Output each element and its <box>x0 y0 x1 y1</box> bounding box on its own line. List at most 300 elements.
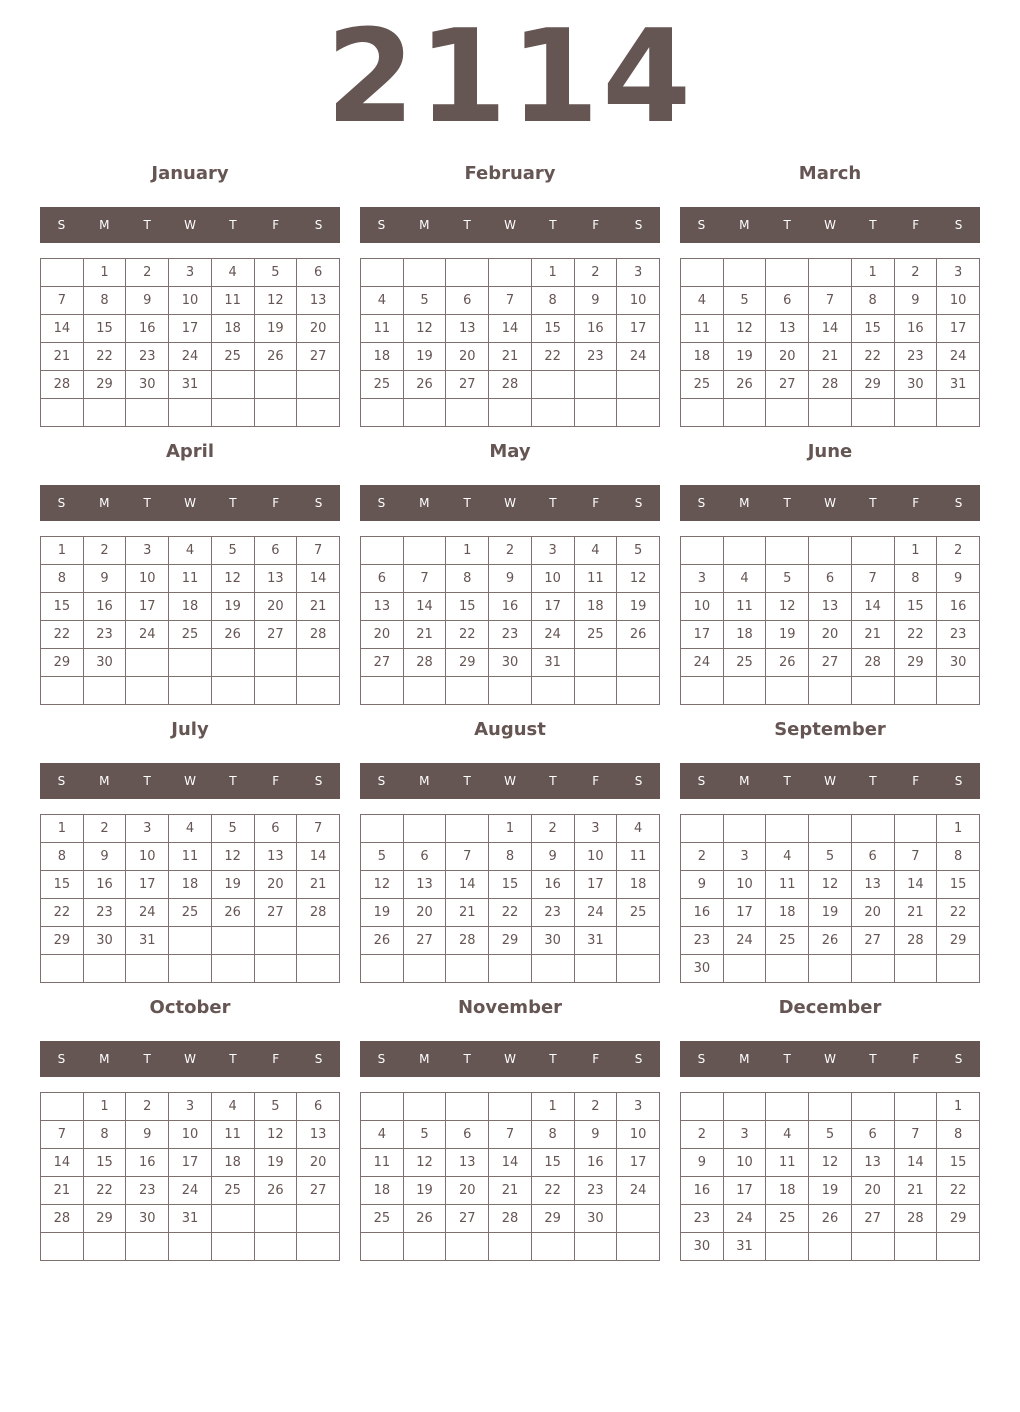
day-cell: 11 <box>723 593 766 621</box>
empty-cell <box>41 399 84 427</box>
day-cell: 27 <box>809 649 852 677</box>
day-cell: 25 <box>361 1205 404 1233</box>
weekday-label: T <box>783 774 791 788</box>
weekday-label: F <box>592 1052 600 1066</box>
day-cell: 25 <box>617 899 660 927</box>
day-cell: 26 <box>766 649 809 677</box>
day-cell: 12 <box>766 593 809 621</box>
empty-cell <box>403 259 446 287</box>
day-cell: 16 <box>894 315 937 343</box>
day-cell: 24 <box>169 1177 212 1205</box>
day-cell: 21 <box>851 621 894 649</box>
day-cell: 12 <box>809 871 852 899</box>
empty-cell <box>531 1233 574 1261</box>
day-cell: 16 <box>83 871 126 899</box>
day-cell: 7 <box>403 565 446 593</box>
empty-cell <box>446 1233 489 1261</box>
empty-cell <box>851 955 894 983</box>
week-row <box>681 565 980 593</box>
day-cell: 2 <box>83 815 126 843</box>
day-cell: 4 <box>681 287 724 315</box>
day-cell: 13 <box>297 287 340 315</box>
day-cell: 29 <box>83 371 126 399</box>
empty-cell <box>169 955 212 983</box>
day-cell: 20 <box>361 621 404 649</box>
week-row <box>361 843 660 871</box>
empty-cell <box>894 815 937 843</box>
weekday-label: M <box>99 496 110 510</box>
empty-cell <box>851 537 894 565</box>
empty-cell <box>126 649 169 677</box>
day-cell: 7 <box>446 843 489 871</box>
day-cell: 4 <box>211 1093 254 1121</box>
weekday-label: S <box>634 218 643 232</box>
week-row <box>361 955 660 983</box>
day-cell: 14 <box>809 315 852 343</box>
day-cell: 20 <box>446 343 489 371</box>
day-cell: 15 <box>489 871 532 899</box>
day-cell: 2 <box>126 1093 169 1121</box>
day-cell: 8 <box>851 287 894 315</box>
day-cell: 25 <box>681 371 724 399</box>
day-cell: 19 <box>809 1177 852 1205</box>
day-cell: 12 <box>361 871 404 899</box>
day-cell: 4 <box>169 815 212 843</box>
day-cell: 7 <box>851 565 894 593</box>
weekday-label: S <box>314 496 323 510</box>
day-cell: 14 <box>851 593 894 621</box>
weekday-label: S <box>954 496 963 510</box>
day-cell: 3 <box>617 1093 660 1121</box>
day-cell: 16 <box>937 593 980 621</box>
day-cell: 18 <box>766 899 809 927</box>
day-cell: 19 <box>254 1149 297 1177</box>
empty-cell <box>766 259 809 287</box>
week-row <box>681 1205 980 1233</box>
day-grid <box>680 258 980 427</box>
day-cell: 3 <box>574 815 617 843</box>
empty-cell <box>403 1233 446 1261</box>
day-cell: 28 <box>894 1205 937 1233</box>
empty-cell <box>211 371 254 399</box>
week-row <box>41 537 340 565</box>
day-cell: 3 <box>126 815 169 843</box>
empty-cell <box>574 371 617 399</box>
day-cell: 7 <box>41 1121 84 1149</box>
day-cell: 24 <box>126 621 169 649</box>
day-cell: 10 <box>617 1121 660 1149</box>
week-row <box>361 1177 660 1205</box>
weekday-label: M <box>99 1052 110 1066</box>
day-cell: 21 <box>894 899 937 927</box>
empty-cell <box>403 815 446 843</box>
day-cell: 20 <box>297 1149 340 1177</box>
empty-cell <box>446 815 489 843</box>
day-cell: 29 <box>41 927 84 955</box>
empty-cell <box>681 399 724 427</box>
weekday-label: F <box>272 218 280 232</box>
empty-cell <box>254 649 297 677</box>
day-cell: 1 <box>83 1093 126 1121</box>
day-cell: 24 <box>169 343 212 371</box>
day-cell: 4 <box>766 843 809 871</box>
empty-cell <box>361 259 404 287</box>
day-cell: 2 <box>894 259 937 287</box>
week-row <box>681 677 980 705</box>
day-cell: 28 <box>403 649 446 677</box>
day-cell: 1 <box>531 1093 574 1121</box>
day-cell: 6 <box>297 1093 340 1121</box>
day-cell: 11 <box>211 287 254 315</box>
day-cell: 13 <box>851 1149 894 1177</box>
day-cell: 25 <box>766 1205 809 1233</box>
day-cell: 2 <box>126 259 169 287</box>
empty-cell <box>297 1205 340 1233</box>
day-cell: 14 <box>446 871 489 899</box>
day-cell: 11 <box>574 565 617 593</box>
empty-cell <box>169 1233 212 1261</box>
empty-cell <box>489 399 532 427</box>
day-cell: 10 <box>531 565 574 593</box>
day-cell: 13 <box>254 843 297 871</box>
day-grid <box>680 814 980 983</box>
day-cell: 5 <box>809 843 852 871</box>
day-cell: 21 <box>809 343 852 371</box>
day-cell: 24 <box>574 899 617 927</box>
empty-cell <box>617 955 660 983</box>
weekday-label: S <box>697 496 706 510</box>
day-cell: 11 <box>361 1149 404 1177</box>
weekday-label: M <box>739 1052 750 1066</box>
weekday-label: S <box>697 774 706 788</box>
day-cell: 6 <box>254 815 297 843</box>
day-cell: 8 <box>531 1121 574 1149</box>
empty-cell <box>809 399 852 427</box>
empty-cell <box>211 1205 254 1233</box>
empty-cell <box>297 649 340 677</box>
empty-cell <box>446 677 489 705</box>
day-cell: 20 <box>446 1177 489 1205</box>
weekday-label: F <box>592 218 600 232</box>
day-cell: 19 <box>254 315 297 343</box>
day-cell: 9 <box>531 843 574 871</box>
day-cell: 29 <box>851 371 894 399</box>
day-cell: 1 <box>41 537 84 565</box>
week-row <box>681 343 980 371</box>
weekday-label: W <box>184 1052 196 1066</box>
day-cell: 28 <box>894 927 937 955</box>
day-cell: 3 <box>617 259 660 287</box>
day-cell: 18 <box>617 871 660 899</box>
week-row <box>41 871 340 899</box>
day-cell: 22 <box>83 1177 126 1205</box>
day-cell: 3 <box>169 1093 212 1121</box>
day-cell: 19 <box>361 899 404 927</box>
day-cell: 6 <box>851 843 894 871</box>
day-cell: 30 <box>894 371 937 399</box>
day-cell: 28 <box>41 1205 84 1233</box>
weekday-label: S <box>377 496 386 510</box>
day-cell: 16 <box>681 899 724 927</box>
month-name: November <box>457 997 563 1018</box>
day-cell: 18 <box>169 871 212 899</box>
day-cell: 7 <box>894 843 937 871</box>
empty-cell <box>766 677 809 705</box>
day-cell: 4 <box>361 287 404 315</box>
day-cell: 14 <box>894 1149 937 1177</box>
empty-cell <box>83 1233 126 1261</box>
day-cell: 9 <box>681 1149 724 1177</box>
empty-cell <box>446 955 489 983</box>
day-grid <box>360 536 660 705</box>
empty-cell <box>211 955 254 983</box>
empty-cell <box>809 677 852 705</box>
day-cell: 4 <box>211 259 254 287</box>
day-cell: 18 <box>211 315 254 343</box>
day-cell: 22 <box>937 899 980 927</box>
day-cell: 15 <box>41 871 84 899</box>
empty-cell <box>531 677 574 705</box>
weekday-label: T <box>143 774 151 788</box>
weekday-label: M <box>99 218 110 232</box>
day-cell: 1 <box>937 1093 980 1121</box>
day-cell: 2 <box>574 259 617 287</box>
month-name: October <box>149 997 231 1018</box>
weekday-label: W <box>184 218 196 232</box>
empty-cell <box>361 1233 404 1261</box>
empty-cell <box>574 955 617 983</box>
week-row <box>681 815 980 843</box>
day-cell: 7 <box>489 287 532 315</box>
week-row <box>41 1121 340 1149</box>
day-cell: 13 <box>766 315 809 343</box>
day-cell: 21 <box>297 593 340 621</box>
empty-cell <box>297 927 340 955</box>
day-cell: 10 <box>723 1149 766 1177</box>
day-cell: 22 <box>446 621 489 649</box>
day-cell: 15 <box>894 593 937 621</box>
weekday-label: S <box>697 218 706 232</box>
day-cell: 2 <box>681 1121 724 1149</box>
day-cell: 13 <box>446 315 489 343</box>
day-cell: 7 <box>297 537 340 565</box>
weekday-label: F <box>912 774 920 788</box>
day-cell: 26 <box>617 621 660 649</box>
day-cell: 10 <box>681 593 724 621</box>
day-cell: 19 <box>617 593 660 621</box>
weekday-label: T <box>229 218 237 232</box>
month-name: February <box>464 163 556 184</box>
weekday-label: T <box>143 218 151 232</box>
day-cell: 23 <box>83 899 126 927</box>
day-cell: 2 <box>489 537 532 565</box>
day-cell: 13 <box>297 1121 340 1149</box>
weekday-label: T <box>229 774 237 788</box>
day-cell: 26 <box>403 371 446 399</box>
day-cell: 17 <box>937 315 980 343</box>
day-cell: 31 <box>126 927 169 955</box>
day-cell: 25 <box>574 621 617 649</box>
empty-cell <box>894 399 937 427</box>
day-cell: 2 <box>937 537 980 565</box>
day-cell: 17 <box>723 899 766 927</box>
day-cell: 30 <box>83 649 126 677</box>
month-name: January <box>151 163 229 184</box>
week-row <box>681 843 980 871</box>
empty-cell <box>403 955 446 983</box>
day-cell: 5 <box>809 1121 852 1149</box>
empty-cell <box>41 1233 84 1261</box>
day-cell: 18 <box>169 593 212 621</box>
day-cell: 1 <box>41 815 84 843</box>
day-cell: 8 <box>83 1121 126 1149</box>
empty-cell <box>361 537 404 565</box>
week-row <box>361 399 660 427</box>
weekday-label: S <box>954 1052 963 1066</box>
day-cell: 19 <box>211 871 254 899</box>
empty-cell <box>361 815 404 843</box>
day-cell: 4 <box>617 815 660 843</box>
day-cell: 15 <box>446 593 489 621</box>
day-cell: 29 <box>83 1205 126 1233</box>
day-cell: 13 <box>361 593 404 621</box>
empty-cell <box>489 677 532 705</box>
empty-cell <box>723 815 766 843</box>
day-cell: 5 <box>254 259 297 287</box>
day-grid <box>360 814 660 983</box>
day-cell: 19 <box>809 899 852 927</box>
day-cell: 23 <box>126 343 169 371</box>
day-cell: 27 <box>297 343 340 371</box>
day-cell: 30 <box>126 371 169 399</box>
week-row <box>681 259 980 287</box>
week-row <box>41 371 340 399</box>
day-cell: 2 <box>83 537 126 565</box>
week-row <box>681 1177 980 1205</box>
day-cell: 17 <box>574 871 617 899</box>
empty-cell <box>41 1093 84 1121</box>
month-name: August <box>474 719 546 740</box>
day-cell: 2 <box>531 815 574 843</box>
day-cell: 4 <box>723 565 766 593</box>
empty-cell <box>681 677 724 705</box>
day-cell: 28 <box>446 927 489 955</box>
day-cell: 6 <box>851 1121 894 1149</box>
day-cell: 17 <box>126 871 169 899</box>
day-cell: 19 <box>211 593 254 621</box>
empty-cell <box>446 259 489 287</box>
empty-cell <box>361 955 404 983</box>
day-cell: 21 <box>894 1177 937 1205</box>
week-row <box>681 649 980 677</box>
day-cell: 4 <box>169 537 212 565</box>
day-cell: 26 <box>211 621 254 649</box>
weekday-header <box>40 207 340 243</box>
day-cell: 28 <box>851 649 894 677</box>
empty-cell <box>574 1233 617 1261</box>
weekday-label: F <box>912 496 920 510</box>
weekday-label: T <box>783 1052 791 1066</box>
day-grid <box>40 258 340 427</box>
empty-cell <box>126 955 169 983</box>
weekday-label: M <box>419 496 430 510</box>
weekday-label: S <box>954 774 963 788</box>
empty-cell <box>937 1233 980 1261</box>
weekday-label: S <box>634 496 643 510</box>
day-cell: 25 <box>361 371 404 399</box>
week-row <box>361 621 660 649</box>
day-cell: 1 <box>851 259 894 287</box>
day-cell: 10 <box>126 843 169 871</box>
empty-cell <box>254 927 297 955</box>
day-cell: 2 <box>574 1093 617 1121</box>
day-cell: 15 <box>937 871 980 899</box>
week-row <box>361 259 660 287</box>
weekday-label: S <box>634 774 643 788</box>
weekday-header <box>360 1041 660 1077</box>
day-cell: 23 <box>574 343 617 371</box>
weekday-label: W <box>184 774 196 788</box>
day-cell: 20 <box>809 621 852 649</box>
weekday-label: T <box>549 218 557 232</box>
day-cell: 15 <box>83 315 126 343</box>
day-cell: 11 <box>617 843 660 871</box>
day-cell: 18 <box>361 1177 404 1205</box>
day-cell: 12 <box>403 1149 446 1177</box>
week-row <box>41 843 340 871</box>
day-cell: 15 <box>531 1149 574 1177</box>
day-cell: 24 <box>723 927 766 955</box>
day-grid <box>40 536 340 705</box>
day-cell: 10 <box>169 287 212 315</box>
month-name: December <box>778 997 882 1018</box>
weekday-label: T <box>463 496 471 510</box>
weekday-label: T <box>783 496 791 510</box>
empty-cell <box>531 371 574 399</box>
day-cell: 6 <box>446 1121 489 1149</box>
empty-cell <box>617 927 660 955</box>
week-row <box>361 593 660 621</box>
day-cell: 19 <box>723 343 766 371</box>
day-grid <box>680 1092 980 1261</box>
empty-cell <box>169 649 212 677</box>
day-cell: 1 <box>446 537 489 565</box>
day-cell: 13 <box>851 871 894 899</box>
weekday-label: S <box>377 1052 386 1066</box>
day-cell: 11 <box>169 843 212 871</box>
day-cell: 6 <box>809 565 852 593</box>
week-row <box>361 1121 660 1149</box>
weekday-label: T <box>143 1052 151 1066</box>
week-row <box>681 899 980 927</box>
day-cell: 5 <box>254 1093 297 1121</box>
day-cell: 9 <box>574 1121 617 1149</box>
day-cell: 7 <box>894 1121 937 1149</box>
empty-cell <box>489 259 532 287</box>
week-row <box>41 955 340 983</box>
day-cell: 24 <box>531 621 574 649</box>
weekday-label: M <box>739 496 750 510</box>
empty-cell <box>297 399 340 427</box>
week-row <box>361 343 660 371</box>
week-row <box>681 621 980 649</box>
weekday-label: T <box>783 218 791 232</box>
day-cell: 11 <box>211 1121 254 1149</box>
day-cell: 9 <box>937 565 980 593</box>
day-cell: 31 <box>574 927 617 955</box>
week-row <box>681 593 980 621</box>
weekday-header <box>40 763 340 799</box>
